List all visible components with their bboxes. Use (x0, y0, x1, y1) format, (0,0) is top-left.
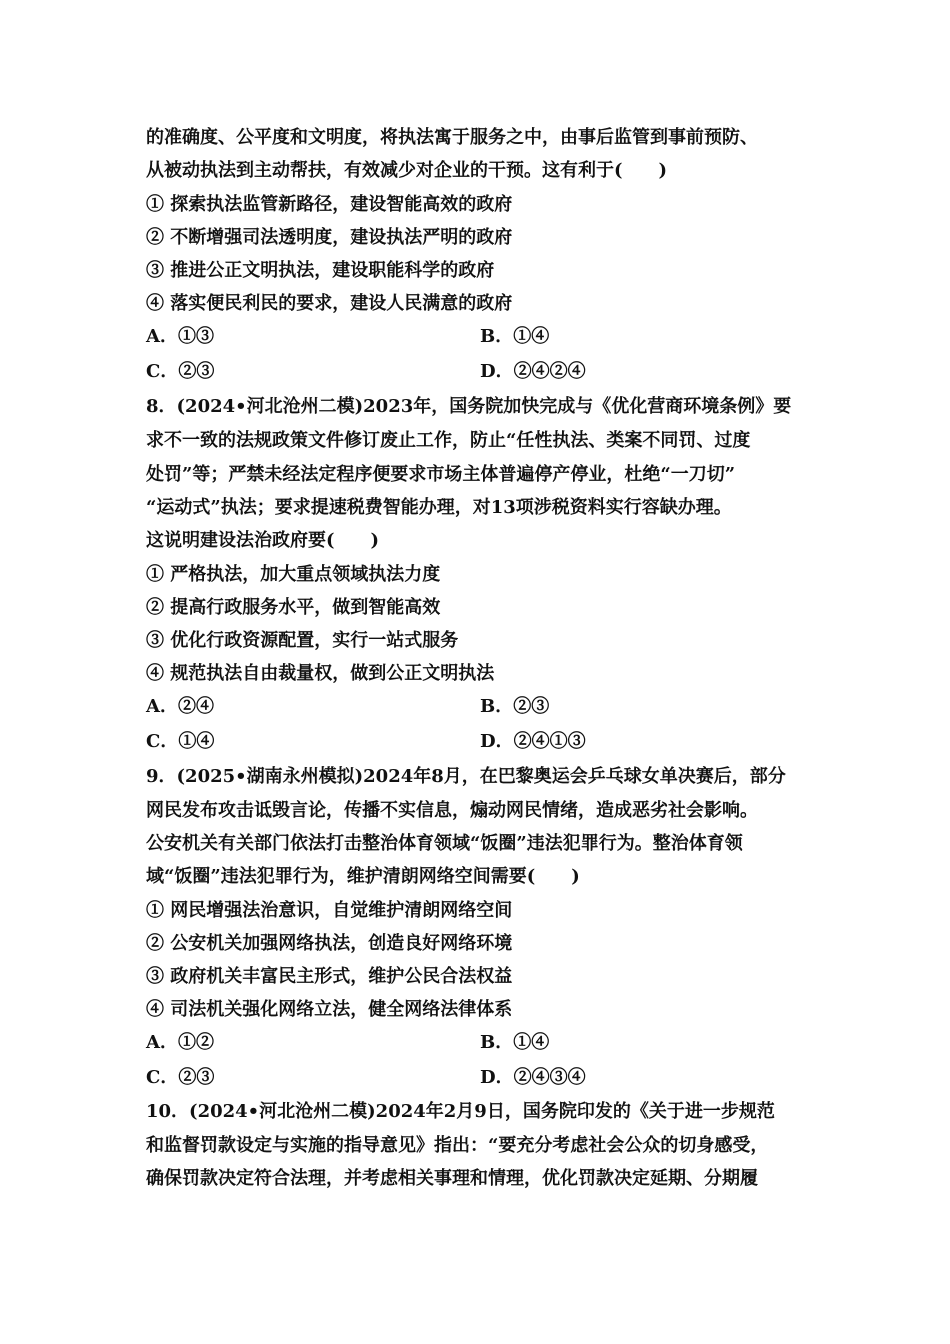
q8-stem-line-3: 处罚”等；严禁未经法定程序便要求市场主体普遍停产停业，杜绝“一刀切” (146, 464, 736, 485)
q7-option-d: D．②④②④ (480, 361, 586, 382)
q8-option-c: C．①④ (146, 731, 215, 752)
q7-stem-line-1: 的准确度、公平度和文明度，将执法寓于服务之中，由事后监管到事前预防、 (146, 127, 758, 148)
q9-stem-line-4: 域“饭圈”违法犯罪行为，维护清朗网络空间需要( ) (146, 866, 580, 887)
q7-item-2: ② 不断增强司法透明度，建设执法严明的政府 (146, 227, 513, 248)
q8-item-1: ① 严格执法，加大重点领域执法力度 (146, 564, 441, 585)
q10-stem-line-1: 10．(2024•河北沧州二模)2024年2月9日，国务院印发的《关于进一步规范 (146, 1101, 775, 1122)
q8-option-d: D．②④①③ (480, 731, 586, 752)
q9-option-a: A．①② (146, 1032, 214, 1053)
q9-option-d: D．②④③④ (480, 1067, 586, 1088)
q10-stem-line-3: 确保罚款决定符合法理，并考虑相关事理和情理，优化罚款决定延期、分期履 (146, 1168, 758, 1189)
q8-stem-line-1: 8．(2024•河北沧州二模)2023年，国务院加快完成与《优化营商环境条例》要 (146, 396, 792, 417)
q8-item-2: ② 提高行政服务水平，做到智能高效 (146, 597, 441, 618)
q7-option-b: B．①④ (480, 326, 550, 347)
q7-option-a: A．①③ (146, 326, 214, 347)
q9-option-c: C．②③ (146, 1067, 215, 1088)
q7-item-3: ③ 推进公正文明执法，建设职能科学的政府 (146, 260, 495, 281)
q9-item-3: ③ 政府机关丰富民主形式，维护公民合法权益 (146, 966, 513, 987)
q9-item-4: ④ 司法机关强化网络立法，健全网络法律体系 (146, 999, 513, 1020)
q7-item-4: ④ 落实便民利民的要求，建设人民满意的政府 (146, 293, 513, 314)
q8-stem-line-5: 这说明建设法治政府要( ) (146, 530, 380, 551)
q9-option-b: B．①④ (480, 1032, 550, 1053)
q8-item-3: ③ 优化行政资源配置，实行一站式服务 (146, 630, 459, 651)
q9-item-2: ② 公安机关加强网络执法，创造良好网络环境 (146, 933, 513, 954)
q8-stem-line-2: 求不一致的法规政策文件修订废止工作，防止“任性执法、类案不同罚、过度 (146, 430, 751, 451)
q7-option-c: C．②③ (146, 361, 215, 382)
q8-item-4: ④ 规范执法自由裁量权，做到公正文明执法 (146, 663, 495, 684)
q8-option-a: A．②④ (146, 696, 214, 717)
q10-stem-line-2: 和监督罚款设定与实施的指导意见》指出：“要充分考虑社会公众的切身感受， (146, 1135, 769, 1156)
q7-stem-line-2: 从被动执法到主动帮扶，有效减少对企业的干预。这有利于( ) (146, 160, 668, 181)
q8-option-b: B．②③ (480, 696, 550, 717)
q8-stem-line-4: “运动式”执法；要求提速税费智能办理，对13项涉税资料实行容缺办理。 (146, 497, 732, 518)
q9-stem-line-2: 网民发布攻击诋毁言论，传播不实信息，煽动网民情绪，造成恶劣社会影响。 (146, 800, 758, 821)
q7-item-1: ① 探索执法监管新路径，建设智能高效的政府 (146, 194, 513, 215)
q9-item-1: ① 网民增强法治意识，自觉维护清朗网络空间 (146, 900, 513, 921)
q9-stem-line-1: 9．(2025•湖南永州模拟)2024年8月，在巴黎奥运会乒乓球女单决赛后，部分 (146, 766, 786, 787)
q9-stem-line-3: 公安机关有关部门依法打击整治体育领域“饭圈”违法犯罪行为。整治体育领 (146, 833, 743, 854)
